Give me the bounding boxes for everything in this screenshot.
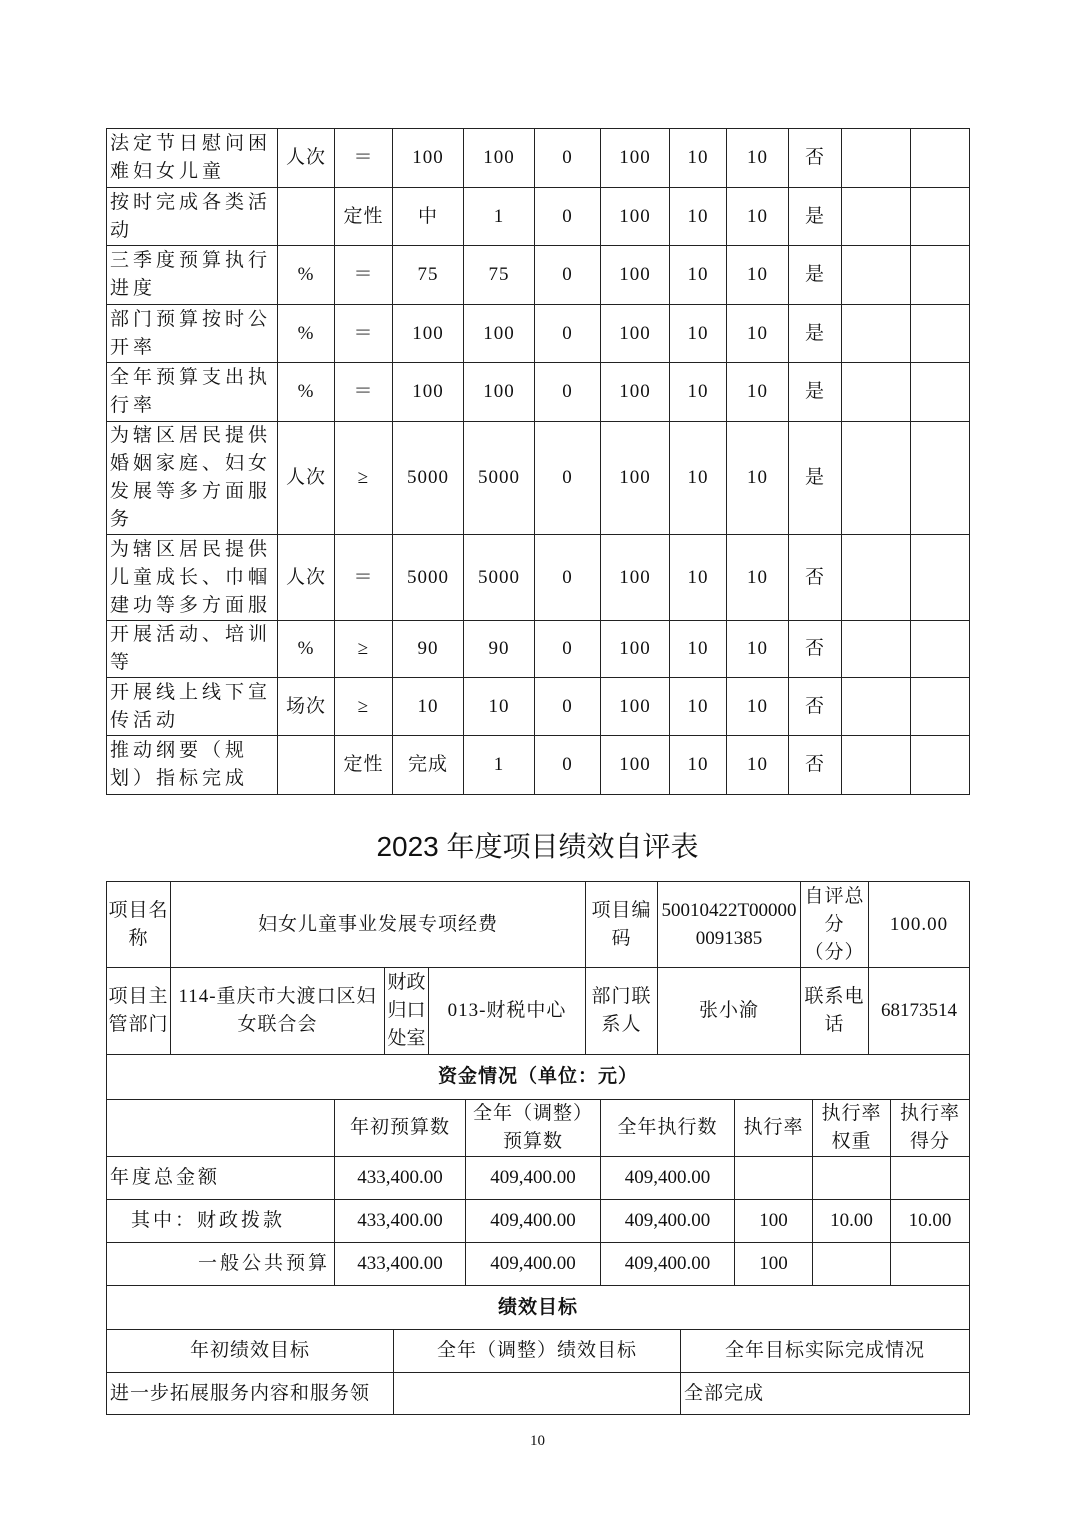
cell-rate: 100 bbox=[601, 535, 670, 621]
cell-rate: 100 bbox=[601, 246, 670, 305]
cell-actual: 75 bbox=[464, 246, 535, 305]
funds-cell: 10.00 bbox=[891, 1200, 970, 1243]
phone: 68173514 bbox=[869, 968, 970, 1055]
cell-weight: 10 bbox=[670, 188, 727, 246]
cell-unit: % bbox=[278, 363, 335, 422]
funds-cell: 100 bbox=[735, 1243, 813, 1286]
cell-score: 10 bbox=[727, 736, 789, 795]
contact-label: 部门联系人 bbox=[586, 968, 658, 1055]
cell-flag: 否 bbox=[789, 621, 842, 678]
cell-empty bbox=[842, 363, 911, 422]
cell-dev: 0 bbox=[535, 246, 601, 305]
cell-score: 10 bbox=[727, 305, 789, 363]
cell-empty bbox=[911, 188, 970, 246]
cell-op: ＝ bbox=[335, 535, 393, 621]
cell-target: 中 bbox=[393, 188, 464, 246]
score-label: 自评总分（分） bbox=[801, 882, 869, 968]
cell-flag: 是 bbox=[789, 246, 842, 305]
cell-empty bbox=[842, 246, 911, 305]
dept: 114-重庆市大渡口区妇女联合会 bbox=[171, 968, 385, 1055]
cell-score: 10 bbox=[727, 363, 789, 422]
cell-target: 10 bbox=[393, 678, 464, 736]
cell-empty bbox=[911, 246, 970, 305]
cell-actual: 5000 bbox=[464, 535, 535, 621]
cell-empty bbox=[842, 422, 911, 535]
cell-flag: 否 bbox=[789, 678, 842, 736]
funds-cell: 433,400.00 bbox=[335, 1200, 466, 1243]
cell-op: ＝ bbox=[335, 246, 393, 305]
goals-heading: 绩效目标 bbox=[107, 1286, 970, 1330]
cell-target: 完成 bbox=[393, 736, 464, 795]
cell-target: 75 bbox=[393, 246, 464, 305]
funds-table bbox=[106, 1054, 970, 1286]
cell-empty bbox=[911, 422, 970, 535]
funds-header bbox=[107, 1100, 335, 1157]
cell-dev: 0 bbox=[535, 363, 601, 422]
cell-unit bbox=[278, 188, 335, 246]
cell-actual: 90 bbox=[464, 621, 535, 678]
cell-op: 定性 bbox=[335, 736, 393, 795]
goal-actual: 全部完成 bbox=[681, 1373, 970, 1415]
cell-empty bbox=[842, 736, 911, 795]
funds-header: 年初预算数 bbox=[335, 1100, 466, 1157]
project-name-label: 项目名称 bbox=[107, 882, 171, 968]
cell-rate: 100 bbox=[601, 129, 670, 188]
funds-cell: 一般公共预算 bbox=[107, 1243, 335, 1286]
cell-unit: 人次 bbox=[278, 422, 335, 535]
cell-unit: % bbox=[278, 246, 335, 305]
cell-actual: 100 bbox=[464, 363, 535, 422]
cell-name: 开展线上线下宣传活动 bbox=[107, 678, 278, 736]
project-code-label: 项目编码 bbox=[586, 882, 658, 968]
project-name: 妇女儿童事业发展专项经费 bbox=[171, 882, 586, 968]
cell-name: 法定节日慰问困难妇女儿童 bbox=[107, 129, 278, 188]
cell-name: 为辖区居民提供婚姻家庭、妇女发展等多方面服务 bbox=[107, 422, 278, 535]
cell-score: 10 bbox=[727, 678, 789, 736]
cell-empty bbox=[911, 305, 970, 363]
cell-unit: % bbox=[278, 621, 335, 678]
table-row bbox=[107, 535, 970, 621]
total-score: 100.00 bbox=[869, 882, 970, 968]
funds-cell: 10.00 bbox=[813, 1200, 891, 1243]
cell-op: ≥ bbox=[335, 678, 393, 736]
funds-header-row bbox=[107, 1100, 970, 1157]
cell-weight: 10 bbox=[670, 363, 727, 422]
cell-flag: 否 bbox=[789, 736, 842, 795]
cell-weight: 10 bbox=[670, 736, 727, 795]
funds-header: 全年执行数 bbox=[601, 1100, 735, 1157]
funds-cell: 409,400.00 bbox=[601, 1243, 735, 1286]
cell-empty bbox=[842, 621, 911, 678]
cell-name: 三季度预算执行进度 bbox=[107, 246, 278, 305]
cell-unit: 人次 bbox=[278, 535, 335, 621]
cell-actual: 5000 bbox=[464, 422, 535, 535]
cell-op: ≥ bbox=[335, 621, 393, 678]
funds-cell: 409,400.00 bbox=[466, 1157, 601, 1200]
cell-weight: 10 bbox=[670, 678, 727, 736]
cell-score: 10 bbox=[727, 129, 789, 188]
cell-rate: 100 bbox=[601, 621, 670, 678]
funds-row bbox=[107, 1200, 970, 1243]
cell-empty bbox=[842, 678, 911, 736]
funds-row bbox=[107, 1157, 970, 1200]
cell-dev: 0 bbox=[535, 188, 601, 246]
cell-target: 5000 bbox=[393, 535, 464, 621]
cell-flag: 是 bbox=[789, 422, 842, 535]
cell-unit bbox=[278, 736, 335, 795]
cell-op: ≥ bbox=[335, 422, 393, 535]
cell-unit: % bbox=[278, 305, 335, 363]
cell-empty bbox=[911, 363, 970, 422]
cell-score: 10 bbox=[727, 246, 789, 305]
cell-dev: 0 bbox=[535, 305, 601, 363]
cell-name: 推动纲要（规划）指标完成 bbox=[107, 736, 278, 795]
goal-initial: 进一步拓展服务内容和服务领 bbox=[107, 1373, 394, 1415]
cell-weight: 10 bbox=[670, 535, 727, 621]
funds-cell bbox=[813, 1243, 891, 1286]
indicator-table bbox=[106, 128, 970, 795]
cell-score: 10 bbox=[727, 188, 789, 246]
cell-empty bbox=[842, 305, 911, 363]
cell-empty bbox=[911, 535, 970, 621]
cell-actual: 100 bbox=[464, 305, 535, 363]
cell-actual: 1 bbox=[464, 736, 535, 795]
funds-header: 执行率 bbox=[735, 1100, 813, 1157]
table-row bbox=[107, 188, 970, 246]
funds-cell bbox=[891, 1157, 970, 1200]
cell-empty bbox=[842, 535, 911, 621]
cell-dev: 0 bbox=[535, 422, 601, 535]
table-row bbox=[107, 129, 970, 188]
cell-name: 为辖区居民提供儿童成长、巾帼建功等多方面服 bbox=[107, 535, 278, 621]
cell-dev: 0 bbox=[535, 621, 601, 678]
page-title: 2023 年度项目绩效自评表 bbox=[376, 831, 699, 862]
cell-dev: 0 bbox=[535, 736, 601, 795]
cell-op: ＝ bbox=[335, 129, 393, 188]
funds-heading: 资金情况（单位：元） bbox=[107, 1055, 970, 1100]
cell-unit: 场次 bbox=[278, 678, 335, 736]
cell-empty bbox=[842, 129, 911, 188]
fin: 013-财税中心 bbox=[429, 968, 586, 1055]
cell-flag: 是 bbox=[789, 305, 842, 363]
cell-op: ＝ bbox=[335, 305, 393, 363]
goals-header: 年初绩效目标 bbox=[107, 1330, 394, 1373]
funds-cell: 433,400.00 bbox=[335, 1157, 466, 1200]
cell-flag: 否 bbox=[789, 535, 842, 621]
cell-flag: 否 bbox=[789, 129, 842, 188]
cell-name: 全年预算支出执行率 bbox=[107, 363, 278, 422]
table-row bbox=[107, 422, 970, 535]
cell-rate: 100 bbox=[601, 305, 670, 363]
cell-actual: 100 bbox=[464, 129, 535, 188]
cell-empty bbox=[911, 678, 970, 736]
cell-flag: 是 bbox=[789, 363, 842, 422]
cell-name: 开展活动、培训等 bbox=[107, 621, 278, 678]
cell-op: ＝ bbox=[335, 363, 393, 422]
page-number: 10 bbox=[530, 1433, 545, 1449]
cell-dev: 0 bbox=[535, 678, 601, 736]
cell-empty bbox=[911, 129, 970, 188]
cell-actual: 10 bbox=[464, 678, 535, 736]
cell-target: 5000 bbox=[393, 422, 464, 535]
goals-header: 全年（调整）绩效目标 bbox=[394, 1330, 681, 1373]
cell-empty bbox=[911, 621, 970, 678]
cell-score: 10 bbox=[727, 621, 789, 678]
funds-cell: 100 bbox=[735, 1200, 813, 1243]
cell-target: 90 bbox=[393, 621, 464, 678]
cell-rate: 100 bbox=[601, 188, 670, 246]
funds-cell bbox=[735, 1157, 813, 1200]
funds-cell: 年度总金额 bbox=[107, 1157, 335, 1200]
table-row bbox=[107, 621, 970, 678]
project-info-table bbox=[106, 881, 970, 1055]
funds-cell bbox=[891, 1243, 970, 1286]
cell-name: 部门预算按时公开率 bbox=[107, 305, 278, 363]
cell-weight: 10 bbox=[670, 129, 727, 188]
cell-weight: 10 bbox=[670, 621, 727, 678]
contact: 张小渝 bbox=[658, 968, 801, 1055]
cell-rate: 100 bbox=[601, 678, 670, 736]
funds-cell: 其中：财政拨款 bbox=[107, 1200, 335, 1243]
table-row bbox=[107, 736, 970, 795]
cell-score: 10 bbox=[727, 422, 789, 535]
funds-header: 全年（调整）预算数 bbox=[466, 1100, 601, 1157]
funds-header: 执行率权重 bbox=[813, 1100, 891, 1157]
cell-actual: 1 bbox=[464, 188, 535, 246]
dept-label: 项目主管部门 bbox=[107, 968, 171, 1055]
cell-rate: 100 bbox=[601, 363, 670, 422]
project-code: 50010422T000000091385 bbox=[658, 882, 801, 968]
goals-header: 全年目标实际完成情况 bbox=[681, 1330, 970, 1373]
cell-weight: 10 bbox=[670, 246, 727, 305]
cell-rate: 100 bbox=[601, 422, 670, 535]
cell-target: 100 bbox=[393, 305, 464, 363]
funds-cell: 409,400.00 bbox=[466, 1200, 601, 1243]
fin-label: 财政归口处室 bbox=[385, 968, 429, 1055]
funds-row bbox=[107, 1243, 970, 1286]
cell-target: 100 bbox=[393, 363, 464, 422]
table-row bbox=[107, 305, 970, 363]
funds-cell: 409,400.00 bbox=[601, 1157, 735, 1200]
cell-dev: 0 bbox=[535, 535, 601, 621]
funds-header: 执行率得分 bbox=[891, 1100, 970, 1157]
funds-cell: 433,400.00 bbox=[335, 1243, 466, 1286]
cell-empty bbox=[842, 188, 911, 246]
table-row bbox=[107, 363, 970, 422]
cell-op: 定性 bbox=[335, 188, 393, 246]
cell-score: 10 bbox=[727, 535, 789, 621]
cell-flag: 是 bbox=[789, 188, 842, 246]
cell-target: 100 bbox=[393, 129, 464, 188]
funds-cell bbox=[813, 1157, 891, 1200]
cell-rate: 100 bbox=[601, 736, 670, 795]
funds-cell: 409,400.00 bbox=[601, 1200, 735, 1243]
cell-unit: 人次 bbox=[278, 129, 335, 188]
cell-dev: 0 bbox=[535, 129, 601, 188]
goals-table bbox=[106, 1285, 970, 1415]
cell-name: 按时完成各类活动 bbox=[107, 188, 278, 246]
cell-weight: 10 bbox=[670, 305, 727, 363]
phone-label: 联系电话 bbox=[801, 968, 869, 1055]
table-row bbox=[107, 678, 970, 736]
cell-empty bbox=[911, 736, 970, 795]
table-row bbox=[107, 246, 970, 305]
cell-weight: 10 bbox=[670, 422, 727, 535]
goal-adjusted bbox=[394, 1373, 681, 1415]
funds-cell: 409,400.00 bbox=[466, 1243, 601, 1286]
